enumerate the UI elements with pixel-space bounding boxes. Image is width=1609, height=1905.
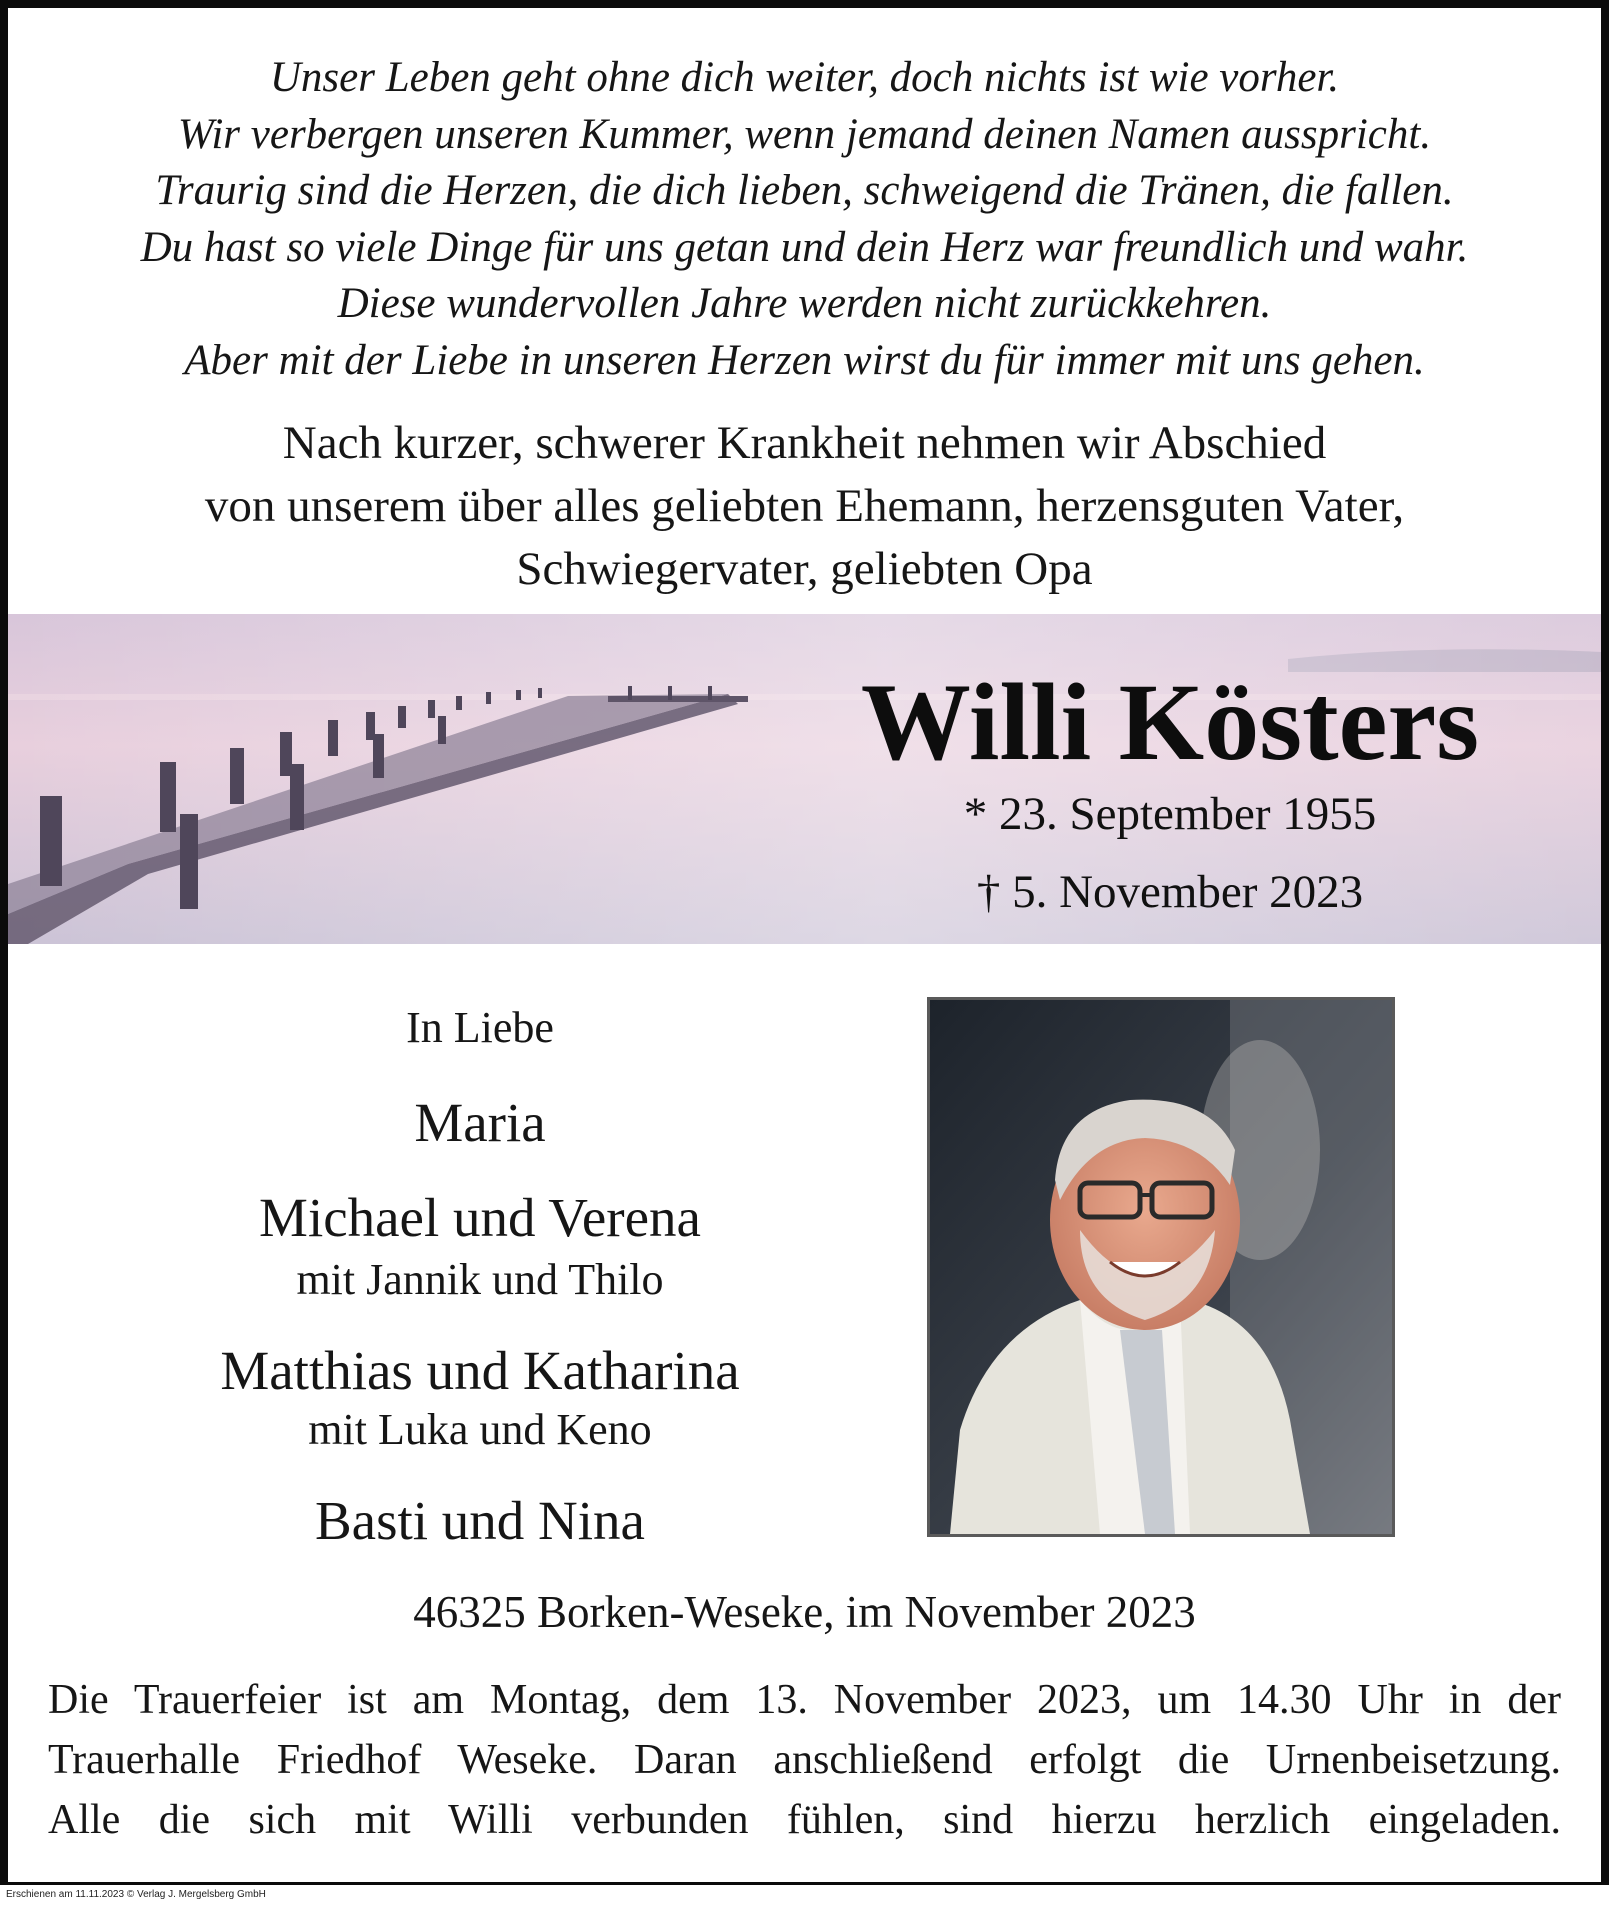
poem-line: Aber mit der Liebe in unseren Herzen wirst du für immer mit uns gehen. bbox=[184, 336, 1425, 384]
ceremony-line: Trauerhalle Friedhof Weseke. Daran anschließend erfolgt die Urnenbeisetzung. bbox=[48, 1737, 1561, 1783]
farewell-intro bbox=[20, 412, 1589, 601]
poem bbox=[20, 50, 1589, 389]
poem-line: Du hast so viele Dinge für uns getan und dein Herz war freundlich und wahr. bbox=[140, 223, 1469, 271]
poem-line: Diese wundervollen Jahre werden nicht zurückkehren. bbox=[337, 280, 1272, 327]
family-child-1: Michael und Verena bbox=[259, 1187, 701, 1248]
ceremony-line: Alle die sich mit Willi verbunden fühlen, sind hierzu herzlich eingeladen. bbox=[48, 1797, 1561, 1843]
poem-line: Traurig sind die Herzen, die dich lieben, schweigend die Tränen, die fallen. bbox=[155, 167, 1454, 214]
in-love-label: In Liebe bbox=[406, 1003, 554, 1052]
intro-line: Schwiegervater, geliebten Opa bbox=[516, 543, 1093, 595]
family-grandchildren-2: mit Luka und Keno bbox=[308, 1405, 652, 1454]
publication-footer: Erschienen am 11.11.2023 © Verlag J. Mergelsberg GmbH bbox=[6, 1889, 266, 1900]
ceremony-line: Die Trauerfeier ist am Montag, dem 13. November 2023, um 14.30 Uhr in der bbox=[48, 1677, 1561, 1723]
poem-line: Wir verbergen unseren Kummer, wenn jemand deinen Namen ausspricht. bbox=[177, 110, 1432, 158]
family-child-3: Basti und Nina bbox=[315, 1490, 645, 1551]
place-and-date: 46325 Borken-Weseke, im November 2023 bbox=[413, 1587, 1196, 1637]
death-date: † 5. November 2023 bbox=[976, 866, 1364, 918]
family-grandchildren-1: mit Jannik und Thilo bbox=[296, 1255, 664, 1304]
intro-line: Nach kurzer, schwerer Krankheit nehmen wir Abschied bbox=[282, 417, 1327, 469]
portrait-image bbox=[930, 1000, 1392, 1534]
intro-line: von unserem über alles geliebten Ehemann, herzensguten Vater, bbox=[204, 480, 1405, 532]
deceased-name: Willi Kösters bbox=[860, 661, 1480, 783]
portrait-photo bbox=[927, 997, 1395, 1537]
family-spouse: Maria bbox=[414, 1092, 546, 1153]
family-child-2: Matthias und Katharina bbox=[220, 1340, 740, 1401]
poem-line: Unser Leben geht ohne dich weiter, doch nichts ist wie vorher. bbox=[269, 54, 1340, 101]
birth-date: * 23. September 1955 bbox=[963, 788, 1377, 840]
